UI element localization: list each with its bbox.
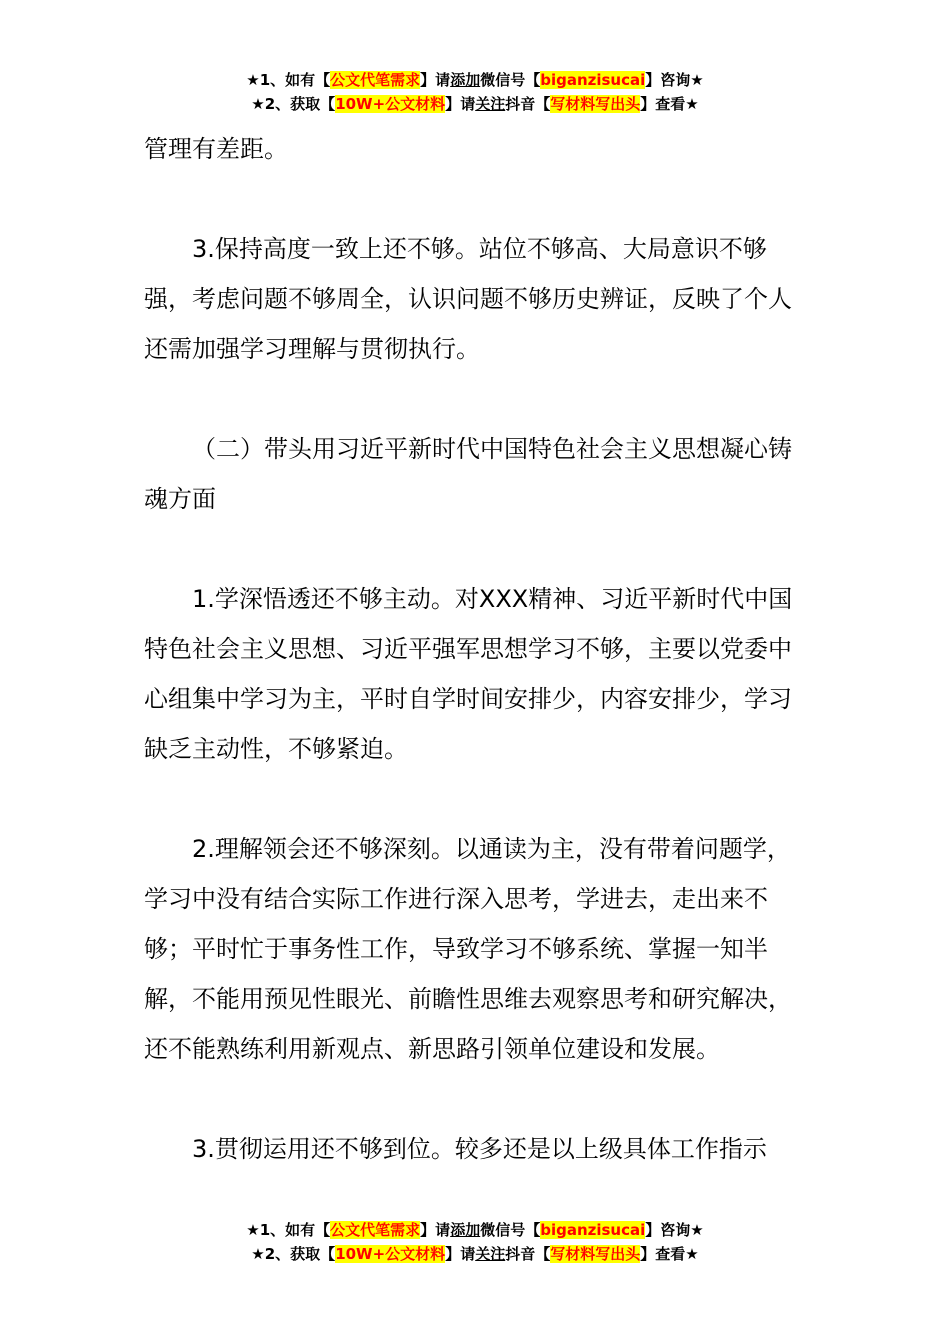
highlight-douyin-account: 写材料写出头 (550, 95, 641, 113)
highlight-service: 公文代笔需求 (330, 1221, 421, 1239)
highlight-wechat-id: biganzisucai (540, 1221, 646, 1239)
highlight-service: 公文代笔需求 (330, 71, 421, 89)
banner-line-2: ★2、获取【10W+公文材料】请关注抖音【写材料写出头】查看★ (251, 1245, 699, 1263)
banner-line-1: ★1、如有【公文代笔需求】请添加微信号【biganzisucai】咨询★ (246, 71, 704, 89)
highlight-materials: 10W+公文材料 (335, 95, 446, 113)
section-heading: （二）带头用习近平新时代中国特色社会主义思想凝心铸魂方面 (144, 435, 792, 513)
paragraph-item: 3.保持高度一致上还不够。站位不够高、大局意识不够强，考虑问题不够周全，认识问题不够历史辨证，反映了个人还需加强学习理解与贯彻执行。 (144, 235, 792, 363)
banner-line-1: ★1、如有【公文代笔需求】请添加微信号【biganzisucai】咨询★ (246, 1221, 704, 1239)
paragraph-continuation: 管理有差距。 (144, 135, 288, 163)
paragraph-item: 3.贯彻运用还不够到位。较多还是以上级具体工作指示 (192, 1135, 767, 1163)
footer-banner (0, 1218, 950, 1266)
paragraph-item: 2.理解领会还不够深刻。以通读为主，没有带着问题学，学习中没有结合实际工作进行深入思考，学进去，走出来不够；平时忙于事务性工作，导致学习不够系统、掌握一知半解，不能用预见性眼光、前瞻性思维去观察思考和研究解决，还不能熟练利用新观点、新思路引领单位建设和发展。 (144, 835, 792, 1063)
highlight-douyin-account: 写材料写出头 (550, 1245, 641, 1263)
header-banner (0, 68, 950, 116)
highlight-wechat-id: biganzisucai (540, 71, 646, 89)
paragraph-item: 1.学深悟透还不够主动。对XXX精神、习近平新时代中国特色社会主义思想、习近平强军思想学习不够，主要以党委中心组集中学习为主，平时自学时间安排少，内容安排少，学习缺乏主动性，不够紧迫。 (144, 585, 793, 763)
document-body (144, 124, 812, 1174)
highlight-materials: 10W+公文材料 (335, 1245, 446, 1263)
banner-line-2: ★2、获取【10W+公文材料】请关注抖音【写材料写出头】查看★ (251, 95, 699, 113)
